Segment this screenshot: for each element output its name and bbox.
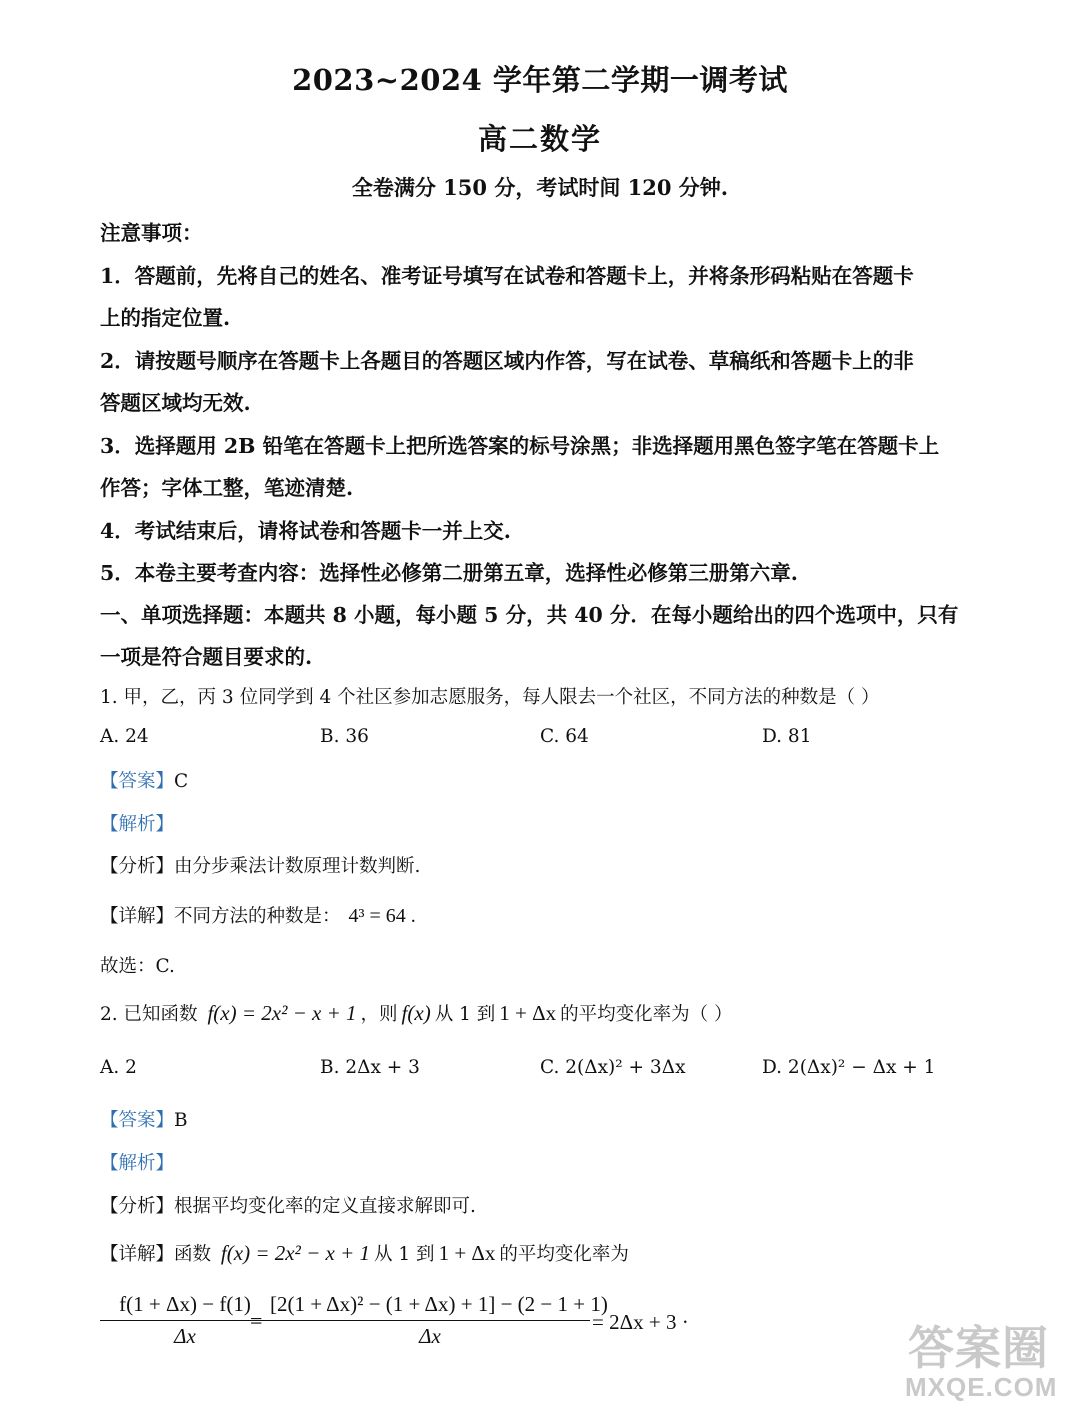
detail-pre: 函数 <box>174 1244 212 1265</box>
answer-value: C <box>174 771 189 792</box>
fenxi-text: 根据平均变化率的定义直接求解即可. <box>174 1196 476 1217</box>
fenxi-tag: 【分析】 <box>100 856 175 877</box>
fraction-numerator: [2(1 + Δx)² − (1 + Δx) + 1] − (2 − 1 + 1) <box>270 1292 608 1316</box>
fenxi-tag: 【分析】 <box>100 1196 175 1217</box>
q2-interval: 1 + Δx <box>499 1001 557 1025</box>
notice-line: 5．本卷主要考查内容：选择性必修第二册第五章，选择性必修第三册第六章. <box>100 561 798 585</box>
q2-option-c: C. 2(Δx)² + 3Δx <box>540 1057 686 1078</box>
q1-analysis-tag: 【解析】 <box>100 814 175 835</box>
q1-detail <box>100 902 416 928</box>
answer-tag: 【答案】 <box>100 771 175 792</box>
detail-tag: 【详解】 <box>100 906 175 927</box>
notice-line: 3．选择题用 2B 铅笔在答题卡上把所选答案的标号涂黑；非选择题用黑色签字笔在答题卡上 <box>100 434 940 458</box>
q2-detail <box>100 1240 629 1266</box>
equals-sign: = <box>250 1308 263 1333</box>
q1-stem: 1. 甲，乙，丙 3 位同学到 4 个社区参加志愿服务，每人限去一个社区，不同方法的种数是（ ） <box>100 687 880 708</box>
answer-tag: 【答案】 <box>100 1110 175 1131</box>
detail-interval: 1 + Δx <box>438 1241 496 1265</box>
q2-stem-mid: ，则 <box>360 1004 398 1025</box>
q2-fenxi <box>100 1192 476 1218</box>
fraction-denominator: Δx <box>174 1324 196 1348</box>
result-expression: = 2Δx + 3 · <box>592 1310 689 1334</box>
section-heading-line: 一、单项选择题：本题共 8 小题，每小题 5 分，共 40 分．在每小题给出的四个选项中，只有 <box>100 603 959 627</box>
exam-title: 2023~2024 学年第二学期一调考试 <box>292 63 788 97</box>
watermark-logo: 答案圈 <box>908 1322 1049 1374</box>
watermark-url: MXQE.COM <box>905 1372 1058 1402</box>
q1-option-a: A. 24 <box>100 726 149 747</box>
q2-option-a: A. 2 <box>100 1057 137 1078</box>
detail-text: 不同方法的种数是： <box>174 906 341 927</box>
detail-tag: 【详解】 <box>100 1244 175 1265</box>
fraction-expansion <box>270 1290 608 1351</box>
section-heading-line: 一项是符合题目要求的. <box>100 645 313 669</box>
q2-answer <box>100 1106 188 1132</box>
q1-option-b: B. 36 <box>320 726 369 747</box>
q2-stem <box>100 1000 733 1026</box>
notice-heading: 注意事项： <box>100 221 203 245</box>
q2-stem-post: 的平均变化率为（ ） <box>560 1004 733 1025</box>
q1-option-d: D. 81 <box>762 726 812 747</box>
notice-line: 上的指定位置. <box>100 306 231 330</box>
q1-answer <box>100 767 188 793</box>
notice-line: 作答；字体工整，笔迹清楚. <box>100 476 354 500</box>
q2-analysis-tag: 【解析】 <box>100 1153 175 1174</box>
exam-info: 全卷满分 150 分，考试时间 120 分钟. <box>351 175 729 200</box>
q2-function-ref: f(x) <box>401 1001 431 1025</box>
q2-stem-mid2: 从 1 到 <box>434 1004 496 1025</box>
notice-line: 4．考试结束后，请将试卷和答题卡一并上交. <box>100 519 511 543</box>
detail-math: 4³ = 64 . <box>348 905 416 927</box>
fraction-numerator: f(1 + Δx) − f(1) <box>119 1292 251 1316</box>
q2-function: f(x) = 2x² − x + 1 <box>207 1001 357 1025</box>
answer-value: B <box>174 1110 188 1131</box>
fenxi-text: 由分步乘法计数原理计数判断. <box>174 856 421 877</box>
notice-line: 答题区域均无效. <box>100 391 251 415</box>
q2-option-d: D. 2(Δx)² − Δx + 1 <box>762 1057 936 1078</box>
fraction-denominator: Δx <box>419 1324 441 1348</box>
notice-line: 1．答题前，先将自己的姓名、准考证号填写在试卷和答题卡上，并将条形码粘贴在答题卡 <box>100 264 914 288</box>
q2-stem-pre: 2. 已知函数 <box>100 1004 198 1025</box>
q1-choose: 故选：C. <box>100 956 175 977</box>
q1-fenxi <box>100 852 420 878</box>
fraction-average-rate <box>100 1290 270 1351</box>
detail-post: 的平均变化率为 <box>499 1244 629 1265</box>
notice-line: 2．请按题号顺序在答题卡上各题目的答题区域内作答，写在试卷、草稿纸和答题卡上的非 <box>100 349 914 373</box>
detail-function: f(x) = 2x² − x + 1 <box>220 1241 371 1265</box>
q2-option-b: B. 2Δx + 3 <box>320 1057 420 1078</box>
subject-title: 高二数学 <box>477 122 602 156</box>
q1-option-c: C. 64 <box>540 726 589 747</box>
detail-mid: 从 1 到 <box>374 1244 435 1265</box>
